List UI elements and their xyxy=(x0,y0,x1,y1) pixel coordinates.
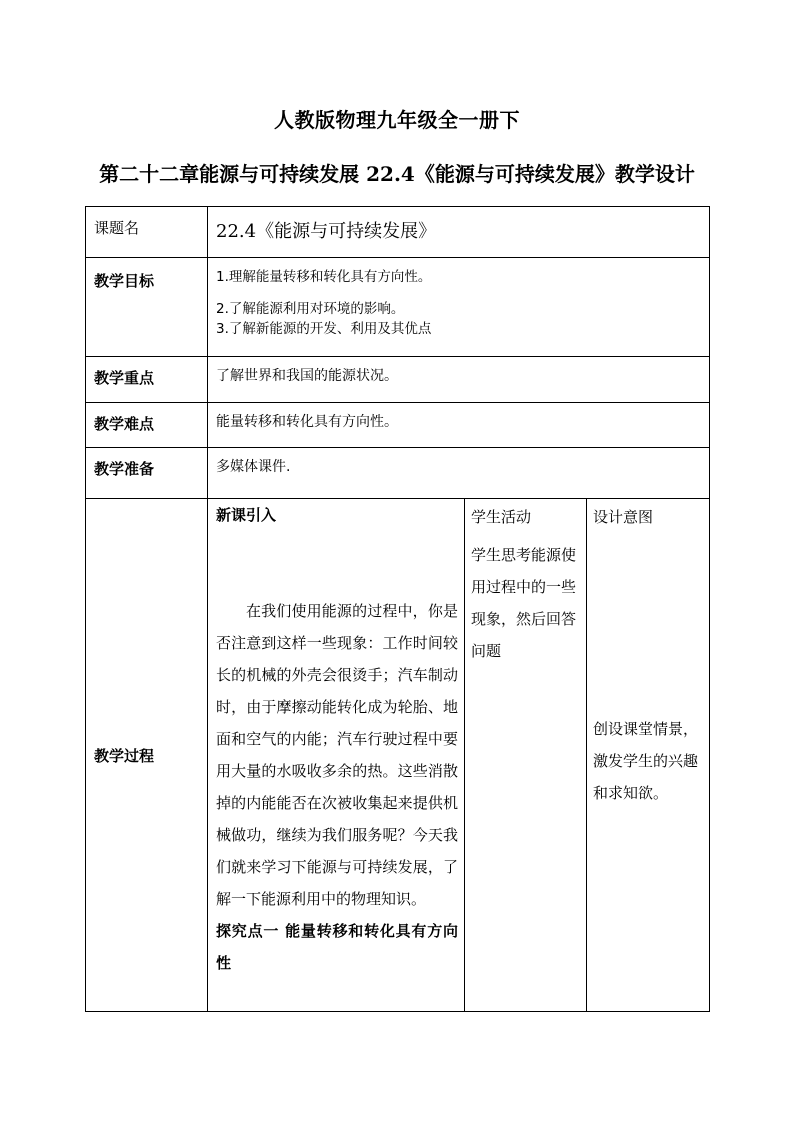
difficulties-value: 能量转移和转化具有方向性。 xyxy=(208,403,710,448)
process-content xyxy=(208,499,465,1012)
document-subtitle: 第二十二章能源与可持续发展 22.4《能源与可持续发展》教学设计 xyxy=(99,162,695,186)
row-topic xyxy=(86,207,710,258)
key-points-label: 教学重点 xyxy=(86,357,208,403)
intro-heading: 新课引入 xyxy=(216,506,277,524)
student-activity-text: 学生思考能源使用过程中的一些现象，然后回答问题 xyxy=(471,546,577,660)
design-intent-text: 创设课堂情景，激发学生的兴趣和求知欲。 xyxy=(593,720,699,802)
preparation-value: 多媒体课件. xyxy=(208,448,710,499)
design-intent-header: 设计意图 xyxy=(593,508,654,526)
preparation-label: 教学准备 xyxy=(86,448,208,499)
row-key-points xyxy=(86,357,710,403)
lesson-plan-table xyxy=(85,206,710,1012)
objective-item: 3.了解新能源的开发、利用及其优点 xyxy=(216,321,432,337)
objective-item: 2.了解能源利用对环境的影响。 xyxy=(216,301,405,317)
intro-text: 在我们使用能源的过程中，你是否注意到这样一些现象：工作时间较长的机械的外壳会很烫手；汽车制动时，由于摩擦动能转化成为轮胎、地面和空气的内能；汽车行驶过程中要用大量的水吸收多余的热。这些消散掉的内能能否在次被收集起来提供机械做功，继续为我们服务呢？今天我们就来学习下能源与可持续发展，了解一下能源利用中的物理知识。 xyxy=(216,602,458,908)
topic-label: 课题名 xyxy=(86,207,208,258)
explore-heading: 探究点一 能量转移和转化具有方向性 xyxy=(216,922,458,972)
document-title: 人教版物理九年级全一册下 xyxy=(274,108,520,132)
row-objectives xyxy=(86,258,710,357)
design-intent-column xyxy=(587,499,710,1012)
objectives-label: 教学目标 xyxy=(86,258,208,357)
row-process xyxy=(86,499,710,1012)
key-points-value: 了解世界和我国的能源状况。 xyxy=(208,357,710,403)
process-label: 教学过程 xyxy=(86,499,208,1012)
student-activity-header: 学生活动 xyxy=(471,508,532,526)
topic-value: 22.4《能源与可持续发展》 xyxy=(208,207,710,258)
objective-item: 1.理解能量转移和转化具有方向性。 xyxy=(216,269,432,285)
row-preparation xyxy=(86,448,710,499)
row-difficulties xyxy=(86,403,710,448)
student-activity-column xyxy=(465,499,587,1012)
objectives-list xyxy=(208,258,710,357)
difficulties-label: 教学难点 xyxy=(86,403,208,448)
